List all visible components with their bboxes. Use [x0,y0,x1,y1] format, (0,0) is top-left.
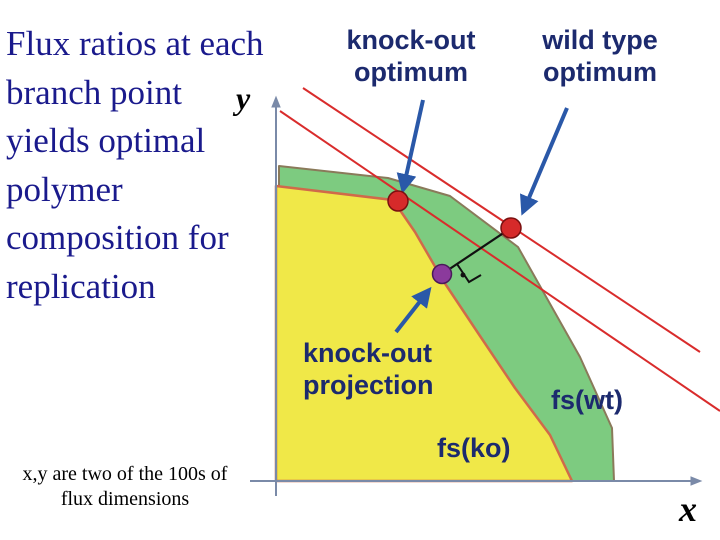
knockout-optimum-point [388,191,408,211]
right-angle-dot [461,273,466,278]
fs-wt-label: fs(wt) [551,385,623,415]
wildtype-optimum-label-line2: optimum [543,57,657,87]
knockout-projection-label-line2: projection [303,370,434,400]
wildtype-optimum-label-line1: wild type [542,25,658,55]
slide-footnote: x,y are two of the 100s of flux dimensions [22,463,228,510]
slide-main-text: Flux ratios at each branch point yields optimal polymer composition for replication [6,24,264,306]
axis-y-label: y [236,80,251,116]
fs-ko-label: fs(ko) [437,433,511,463]
knockout-optimum-label-line2: optimum [354,57,468,87]
knockout-optimum-arrow [403,100,423,190]
knockout-projection-label-line1: knock-out [303,338,433,368]
knockout-optimum-label-line1: knock-out [346,25,476,55]
wildtype-optimum-arrow [523,108,567,212]
wildtype-optimum-point [501,218,521,238]
knockout-projection-point [433,265,452,284]
axis-x-label: x [679,489,697,529]
